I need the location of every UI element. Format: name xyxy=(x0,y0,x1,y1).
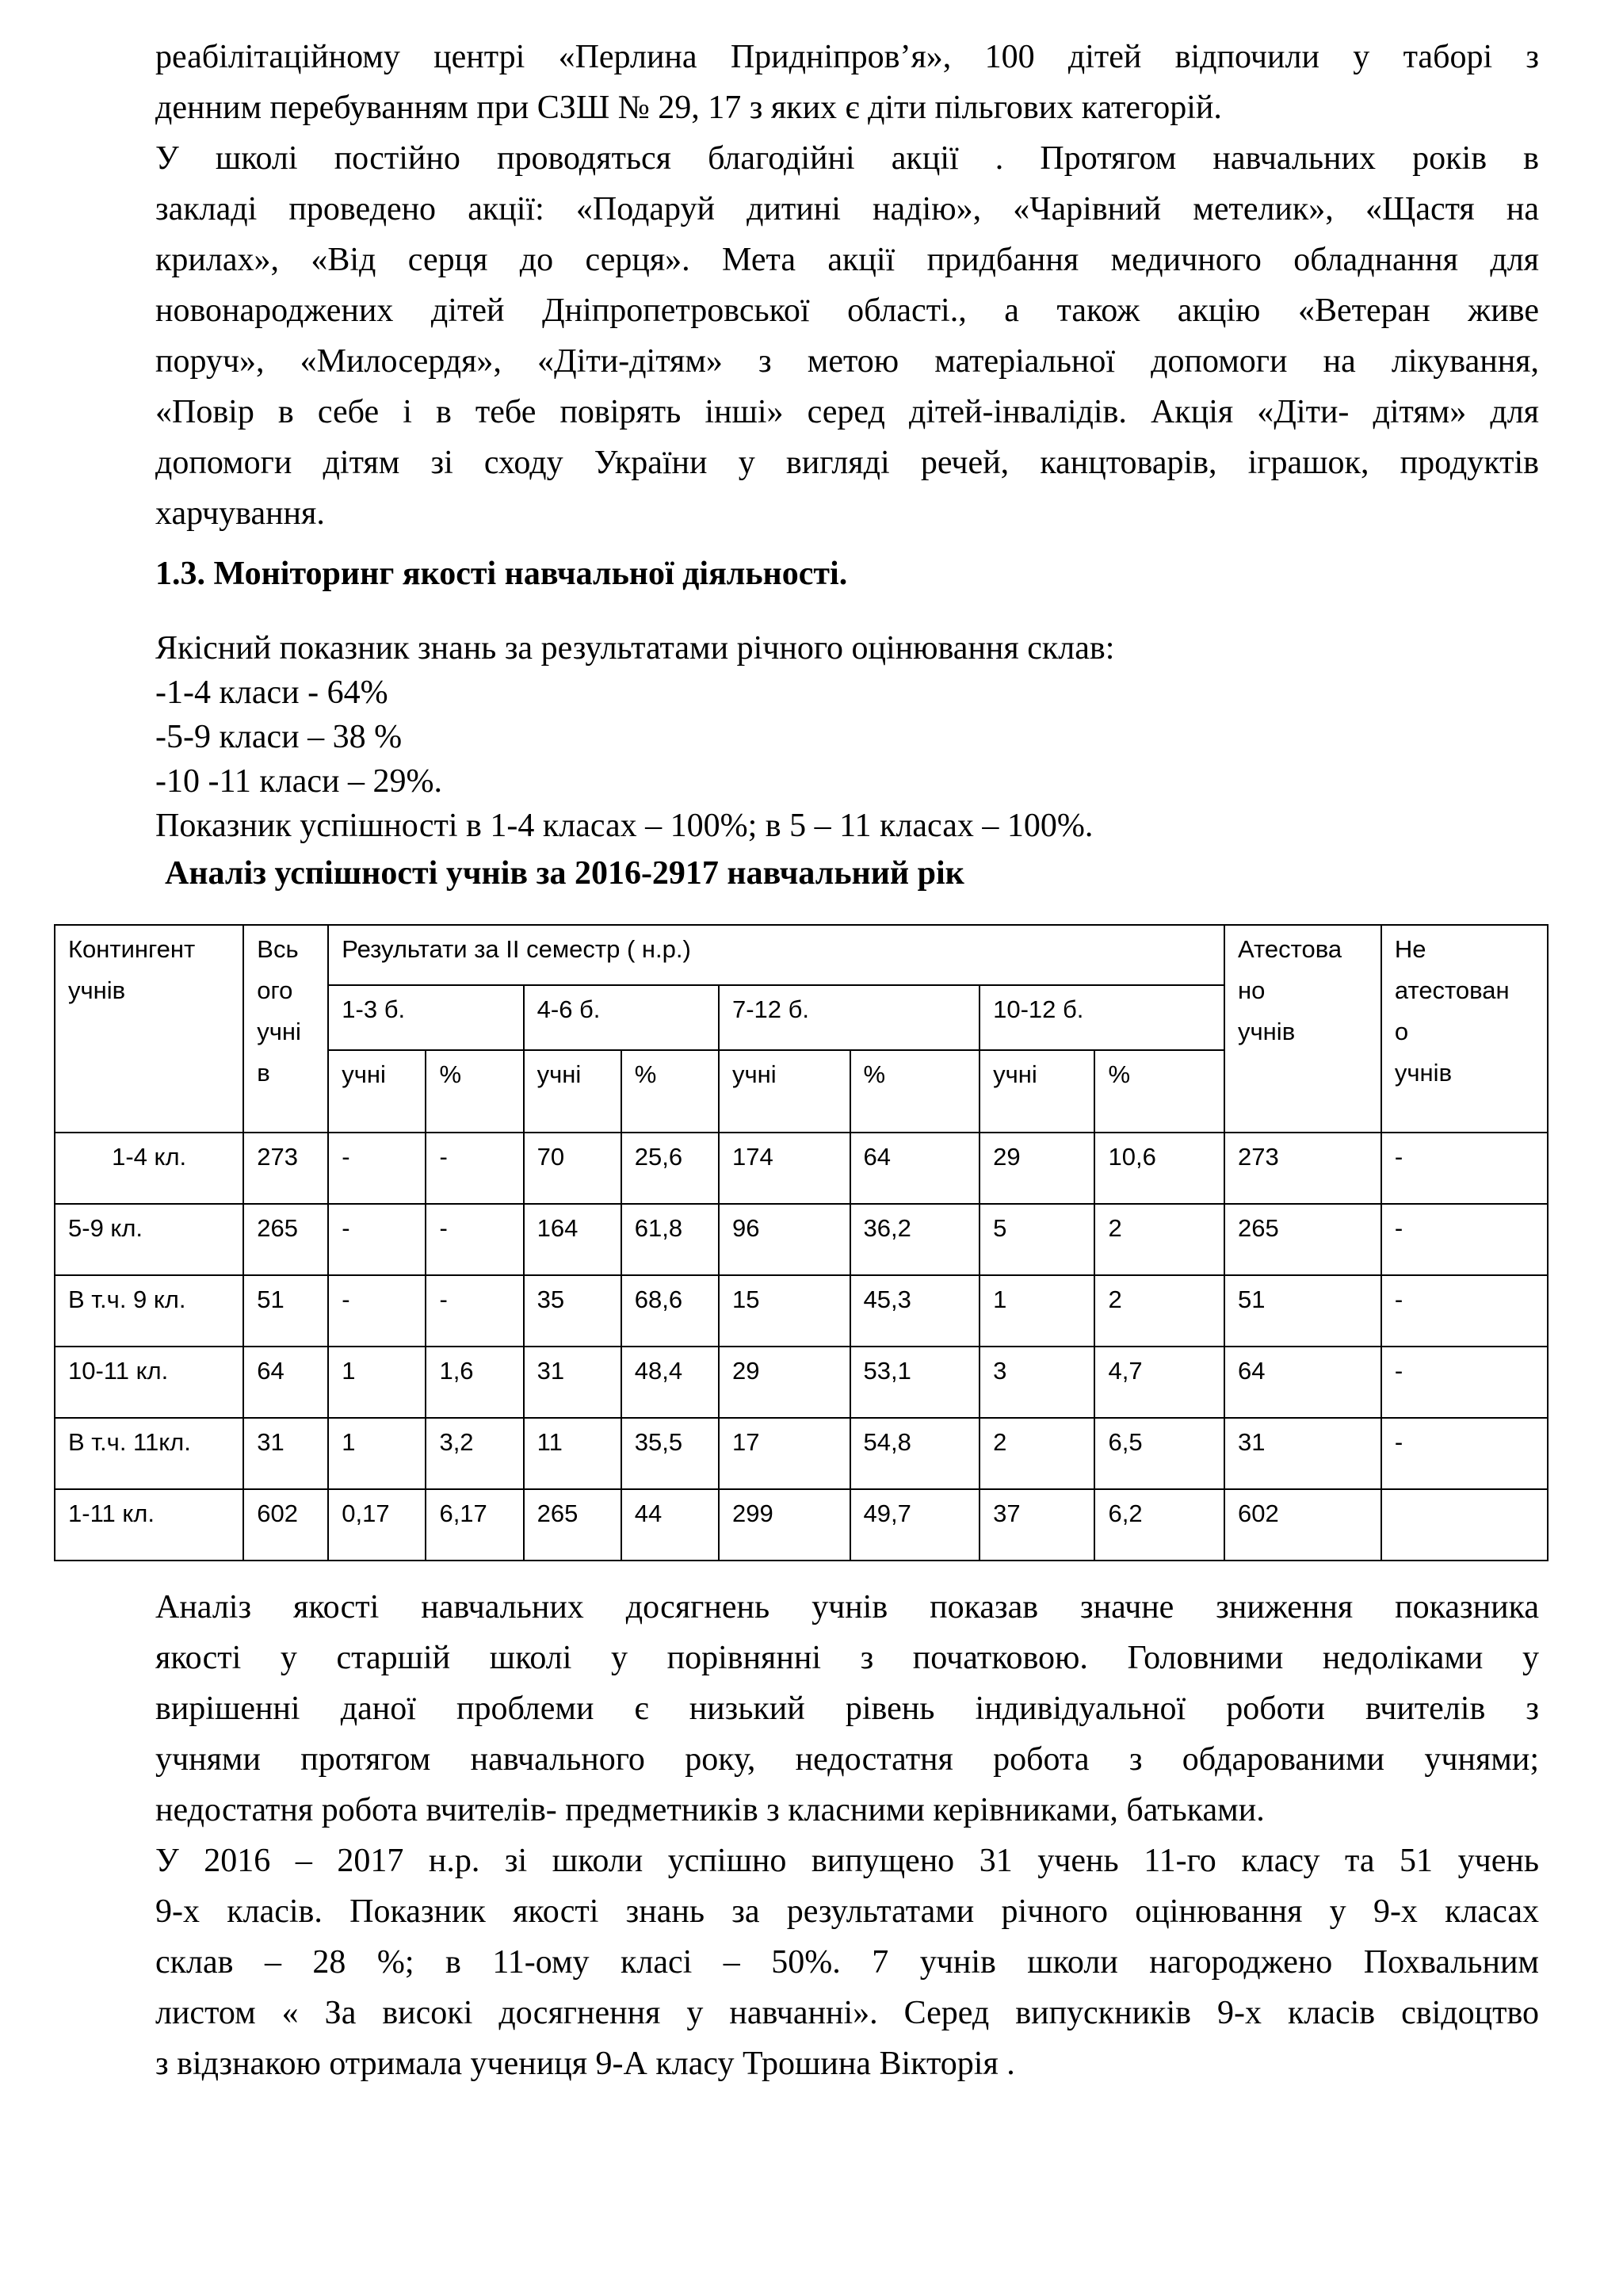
cell-value: 70 xyxy=(524,1133,621,1204)
header-results: Результати за ІІ семестр ( н.р.) xyxy=(328,925,1224,985)
cell-certified: 265 xyxy=(1224,1204,1381,1275)
cell-value: 1 xyxy=(328,1347,426,1418)
header-percent: % xyxy=(426,1050,523,1133)
cell-certified: 602 xyxy=(1224,1489,1381,1561)
cell-value: 61,8 xyxy=(621,1204,719,1275)
summary-line: Якісний показник знань за результатами річного оцінювання склав: xyxy=(155,630,1115,667)
table-title: Аналіз успішності учнів за 2016-2917 навчальний рік xyxy=(165,855,964,892)
cell-not-certified: - xyxy=(1381,1418,1548,1489)
cell-not-certified: - xyxy=(1381,1275,1548,1347)
cell-certified: 273 xyxy=(1224,1133,1381,1204)
row-label: 10-11 кл. xyxy=(55,1347,243,1418)
graduates-paragraph xyxy=(155,1836,1539,2089)
cell-value: 1,6 xyxy=(426,1347,523,1418)
text-line: крилах», «Від серця до серця». Мета акції придбання медичного обладнання для xyxy=(155,242,1539,278)
text-line: харчування. xyxy=(155,495,325,532)
cell-value: 0,17 xyxy=(328,1489,426,1561)
cell-value: 299 xyxy=(719,1489,850,1561)
row-label: 1-11 кл. xyxy=(55,1489,243,1561)
cell-value: 35 xyxy=(524,1275,621,1347)
text-line: вирішенні даної проблеми є низький рівень індивідуальної роботи вчителів з xyxy=(155,1690,1539,1727)
cell-value: 6,2 xyxy=(1094,1489,1224,1561)
cell-value: 53,1 xyxy=(850,1347,980,1418)
row-label: 1-4 кл. xyxy=(55,1133,243,1204)
header-students: учні xyxy=(328,1050,426,1133)
cell-value: - xyxy=(328,1133,426,1204)
cell-value: - xyxy=(328,1275,426,1347)
table-row xyxy=(55,1275,1548,1347)
header-not-certified: Не атестован о учнів xyxy=(1381,925,1548,1133)
cell-value: 5 xyxy=(980,1204,1094,1275)
intro-paragraph-1 xyxy=(155,32,1539,133)
cell-value: 29 xyxy=(980,1133,1094,1204)
text-line: У 2016 – 2017 н.р. зі школи успішно випущено 31 учень 11-го класу та 51 учень xyxy=(155,1843,1539,1879)
cell-value: 2 xyxy=(980,1418,1094,1489)
cell-not-certified: - xyxy=(1381,1347,1548,1418)
cell-value: 174 xyxy=(719,1133,850,1204)
row-label: 5-9 кл. xyxy=(55,1204,243,1275)
text-line: закладі проведено акції: «Подаруй дитині надію», «Чарівний метелик», «Щастя на xyxy=(155,191,1539,227)
cell-not-certified: - xyxy=(1381,1204,1548,1275)
header-percent: % xyxy=(850,1050,980,1133)
text-line: У школі постійно проводяться благодійні акції . Протягом навчальних років в xyxy=(155,140,1539,177)
intro-paragraph-2 xyxy=(155,133,1539,539)
cell-value: 31 xyxy=(524,1347,621,1418)
text-line: Аналіз якості навчальних досягнень учнів показав значне зниження показника xyxy=(155,1589,1539,1626)
cell-value: 29 xyxy=(719,1347,850,1418)
cell-value: 45,3 xyxy=(850,1275,980,1347)
section-heading: 1.3. Моніторинг якості навчальної діяльності. xyxy=(155,556,848,592)
cell-value: 1 xyxy=(980,1275,1094,1347)
text-line: допомоги дітям зі сходу України у вигляді речей, канцтоварів, іграшок, продуктів xyxy=(155,445,1539,481)
cell-value: 2 xyxy=(1094,1275,1224,1347)
cell-value: - xyxy=(426,1133,523,1204)
summary-line: -1-4 класи - 64% xyxy=(155,674,388,711)
summary-line: -5-9 класи – 38 % xyxy=(155,719,403,755)
cell-value: 49,7 xyxy=(850,1489,980,1561)
text-line: якості у старшій школі у порівнянні з початковою. Головними недоліками у xyxy=(155,1640,1539,1676)
cell-total: 273 xyxy=(243,1133,328,1204)
text-line: поруч», «Милосердя», «Діти-дітям» з метою матеріальної допомоги на лікування, xyxy=(155,343,1539,380)
text-line: з відзнакою отримала учениця 9-А класу Трошина Вікторія . xyxy=(155,2046,1015,2082)
cell-value: 17 xyxy=(719,1418,850,1489)
table-row xyxy=(55,1489,1548,1561)
cell-value: - xyxy=(426,1204,523,1275)
header-group-3: 7-12 б. xyxy=(719,985,980,1050)
cell-value: 164 xyxy=(524,1204,621,1275)
text-line: новонароджених дітей Дніпропетровської області., а також акцію «Ветеран живе xyxy=(155,292,1539,329)
cell-value: 37 xyxy=(980,1489,1094,1561)
summary-line: Показник успішності в 1-4 класах – 100%; в 5 – 11 класах – 100%. xyxy=(155,808,1094,844)
cell-value: 54,8 xyxy=(850,1418,980,1489)
header-percent: % xyxy=(621,1050,719,1133)
cell-certified: 64 xyxy=(1224,1347,1381,1418)
cell-value: - xyxy=(328,1204,426,1275)
row-label: В т.ч. 9 кл. xyxy=(55,1275,243,1347)
header-group-4: 10-12 б. xyxy=(980,985,1224,1050)
cell-value: 3 xyxy=(980,1347,1094,1418)
cell-value: 265 xyxy=(524,1489,621,1561)
header-students: учні xyxy=(719,1050,850,1133)
cell-value: 25,6 xyxy=(621,1133,719,1204)
header-contingent: Контингент учнів xyxy=(55,925,243,1133)
cell-certified: 31 xyxy=(1224,1418,1381,1489)
cell-value: 10,6 xyxy=(1094,1133,1224,1204)
cell-certified: 51 xyxy=(1224,1275,1381,1347)
cell-value: 1 xyxy=(328,1418,426,1489)
header-group-1: 1-3 б. xyxy=(328,985,523,1050)
text-line: листом « За високі досягнення у навчанні». Серед випускників 9-х класів свідоцтво xyxy=(155,1995,1539,2031)
cell-value: 44 xyxy=(621,1489,719,1561)
cell-value: 36,2 xyxy=(850,1204,980,1275)
cell-value: 11 xyxy=(524,1418,621,1489)
cell-value: - xyxy=(426,1275,523,1347)
cell-not-certified: - xyxy=(1381,1133,1548,1204)
text-line: недостатня робота вчителів- предметників з класними керівниками, батьками. xyxy=(155,1792,1265,1828)
cell-not-certified xyxy=(1381,1489,1548,1561)
cell-value: 48,4 xyxy=(621,1347,719,1418)
summary-line: -10 -11 класи – 29%. xyxy=(155,763,443,800)
cell-value: 2 xyxy=(1094,1204,1224,1275)
header-certified: Атестова но учнів xyxy=(1224,925,1381,1133)
cell-value: 3,2 xyxy=(426,1418,523,1489)
cell-total: 64 xyxy=(243,1347,328,1418)
table-row xyxy=(55,1133,1548,1204)
header-percent: % xyxy=(1094,1050,1224,1133)
text-line: реабілітаційному центрі «Перлина Придніпров’я», 100 дітей відпочили у таборі з xyxy=(155,39,1539,75)
cell-total: 602 xyxy=(243,1489,328,1561)
text-line: «Повір в себе і в тебе повірять інші» серед дітей-інвалідів. Акція «Діти- дітям» для xyxy=(155,394,1539,430)
cell-value: 35,5 xyxy=(621,1418,719,1489)
table-row xyxy=(55,1347,1548,1418)
table-row xyxy=(55,1204,1548,1275)
grades-table xyxy=(54,924,1549,1561)
text-line: склав – 28 %; в 11-ому класі – 50%. 7 учнів школи нагороджено Похвальним xyxy=(155,1944,1539,1981)
cell-value: 6,17 xyxy=(426,1489,523,1561)
cell-total: 31 xyxy=(243,1418,328,1489)
cell-value: 96 xyxy=(719,1204,850,1275)
cell-value: 64 xyxy=(850,1133,980,1204)
cell-total: 265 xyxy=(243,1204,328,1275)
text-line: учнями протягом навчального року, недостатня робота з обдарованими учнями; xyxy=(155,1741,1539,1778)
text-line: 9-х класів. Показник якості знань за результатами річного оцінювання у 9-х класах xyxy=(155,1893,1539,1930)
header-students: учні xyxy=(524,1050,621,1133)
header-total: Всь ого учні в xyxy=(243,925,328,1133)
cell-value: 4,7 xyxy=(1094,1347,1224,1418)
row-label: В т.ч. 11кл. xyxy=(55,1418,243,1489)
analysis-paragraph xyxy=(155,1582,1539,1836)
cell-value: 68,6 xyxy=(621,1275,719,1347)
header-group-2: 4-6 б. xyxy=(524,985,719,1050)
quality-summary xyxy=(155,626,1114,848)
cell-total: 51 xyxy=(243,1275,328,1347)
text-line: денним перебуванням при СЗШ № 29, 17 з яких є діти пільгових категорій. xyxy=(155,90,1222,126)
header-students: учні xyxy=(980,1050,1094,1133)
cell-value: 6,5 xyxy=(1094,1418,1224,1489)
table-row xyxy=(55,1418,1548,1489)
cell-value: 15 xyxy=(719,1275,850,1347)
